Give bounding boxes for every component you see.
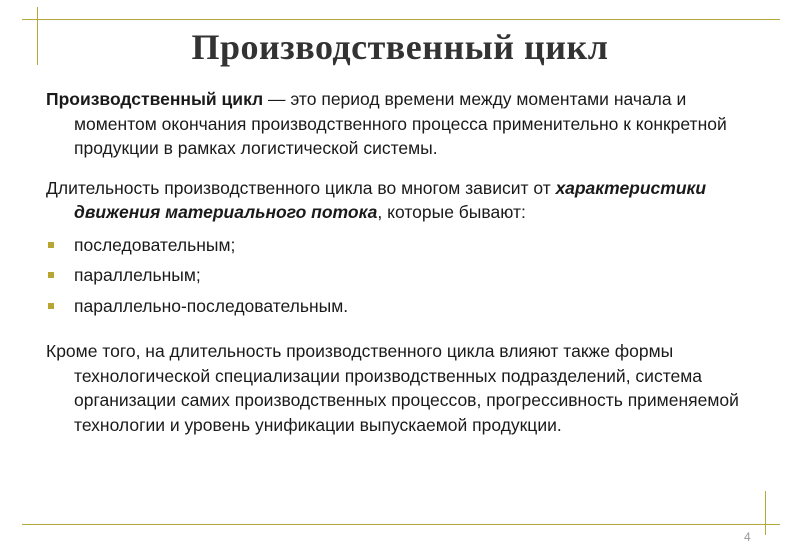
spacer [46, 225, 766, 233]
list-item [46, 233, 766, 258]
frame-top-line [22, 19, 780, 20]
list-item [46, 294, 766, 319]
factors-paragraph: Кроме того, на длительность производственного цикла влияют также формы технологической специализации производственных подразделений, система организации самих производственных процессов, прогрессивность применяемой технологии и уровень унификации выпускаемой продукции. [46, 341, 739, 435]
spacer [46, 161, 766, 176]
list-item [46, 263, 766, 288]
movement-types-list [46, 233, 766, 319]
spacer [46, 324, 766, 339]
duration-emphasis: характеристики движения материального потока [74, 177, 707, 222]
definition-text: — это период времени между моментами начала и моментом окончания производственного процесса применительно к конкретной продукции в рамках логистической системы. [74, 89, 727, 158]
slide-content [46, 87, 766, 437]
definition-paragraph [46, 87, 766, 161]
definition-term: Производственный цикл [46, 89, 264, 109]
duration-text-before: Длительность производственного цикла во многом зависит от [46, 177, 556, 198]
square-bullet-icon [48, 242, 54, 248]
slide-title: Производственный цикл [191, 27, 609, 67]
square-bullet-icon [48, 272, 54, 278]
list-item-text: параллельным; [74, 265, 201, 285]
page-number: 4 [744, 530, 751, 544]
list-item-text: параллельно-последовательным. [74, 295, 349, 316]
list-item-text: последовательным; [74, 234, 236, 255]
duration-paragraph [46, 176, 766, 225]
square-bullet-icon [48, 303, 54, 309]
frame-right-line [765, 491, 766, 535]
frame-bottom-line [22, 524, 780, 525]
duration-text-after: , которые бывают: [377, 202, 526, 222]
